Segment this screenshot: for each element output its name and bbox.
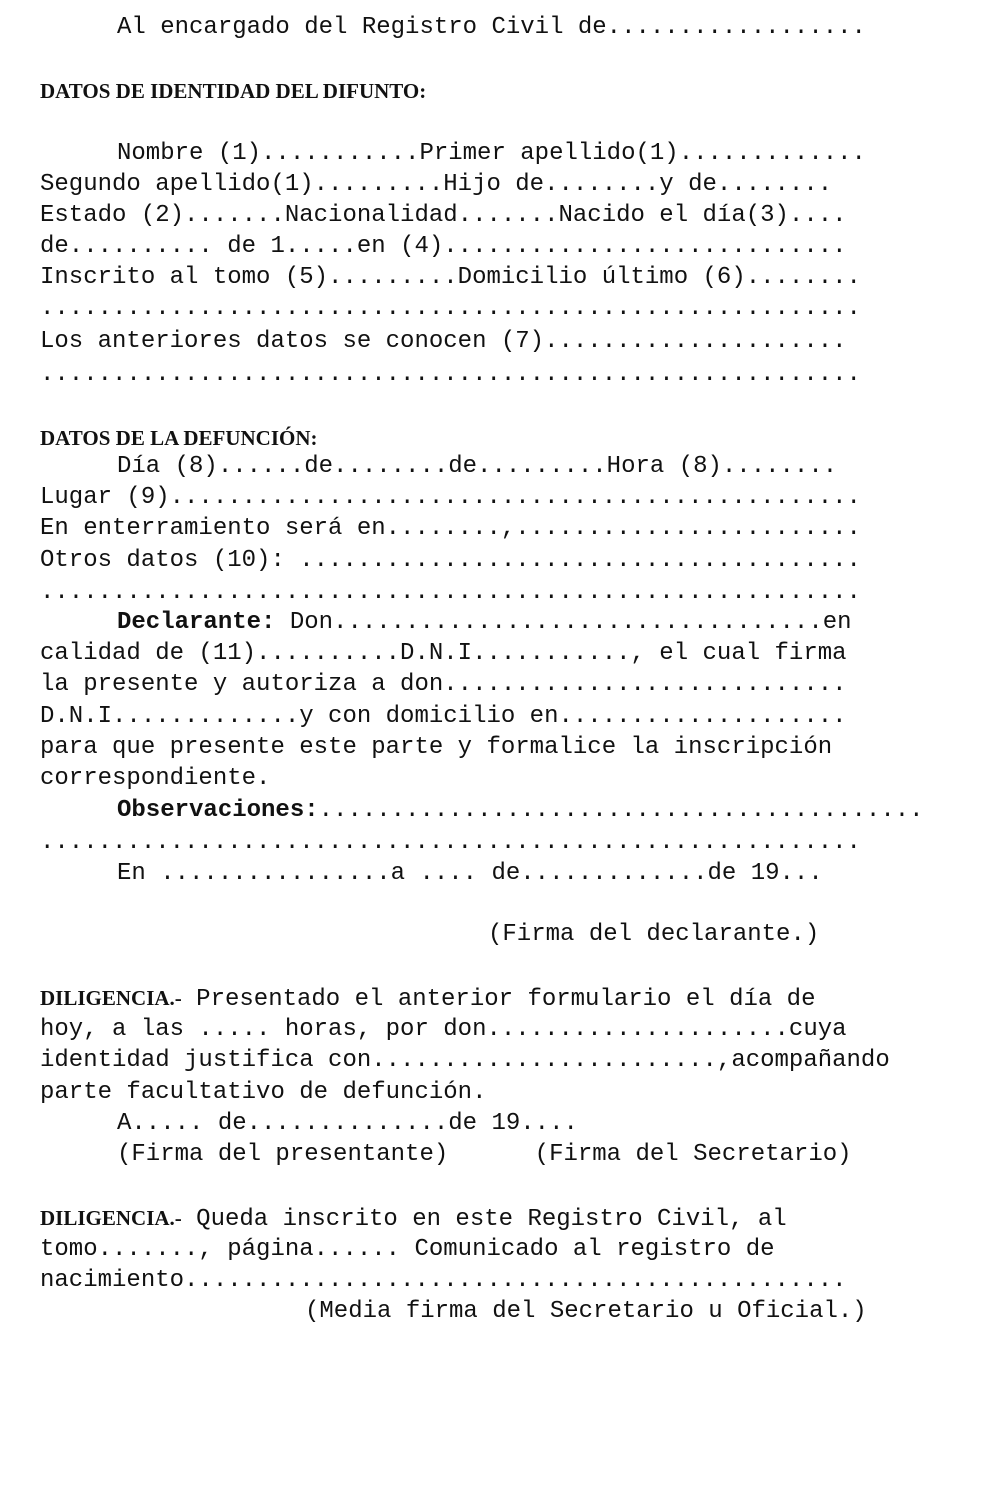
identity-heading: DATOS DE IDENTIDAD DEL DIFUNTO:: [40, 79, 427, 103]
observations-line: .........................................................: [40, 829, 861, 856]
death-line: Otros datos (10): .......................................: [40, 547, 861, 574]
declarant-line: D.N.I.............y con domicilio en....................: [40, 703, 847, 730]
identity-line: Los anteriores datos se conocen (7).....................: [40, 328, 847, 355]
identity-line: Nombre (1)...........Primer apellido(1).............: [117, 140, 866, 167]
observations-line: [117, 795, 940, 826]
observations-label: Observaciones:: [117, 797, 319, 824]
diligence-presentation-line: [40, 983, 940, 1015]
diligence-line: nacimiento..............................................: [40, 1267, 847, 1294]
declarant-line: [117, 607, 940, 638]
place-date-line: En ................a .... de.............de 19...: [117, 860, 823, 887]
secretary-signature-caption: (Media firma del Secretario u Oficial.): [305, 1298, 867, 1325]
diligence-label: DILIGENCIA.-: [40, 1206, 182, 1230]
addressee-line: Al encargado del Registro Civil de..................: [117, 14, 866, 41]
death-heading: DATOS DE LA DEFUNCIÓN:: [40, 426, 318, 450]
death-line: .........................................................: [40, 579, 861, 606]
diligence-date-line: A..... de..............de 19....: [117, 1110, 578, 1137]
diligence-line-rest: Queda inscrito en este Registro Civil, al: [181, 1206, 787, 1233]
identity-line: Estado (2).......Nacionalidad.......Nacido el día(3)....: [40, 202, 847, 229]
diligence-line: hoy, a las ..... horas, por don.....................cuya: [40, 1016, 847, 1043]
death-line: En enterramiento será en........,........................: [40, 515, 861, 542]
diligence-line: identidad justifica con........................,acompañando: [40, 1047, 890, 1074]
declarant-line: calidad de (11)..........D.N.I..........., el cual firma: [40, 640, 847, 667]
observations-dots: ..........................................: [318, 797, 924, 824]
declarant-label: Declarante:: [117, 609, 276, 636]
diligence-line: tomo......., página...... Comunicado al registro de: [40, 1236, 775, 1263]
identity-line: Inscrito al tomo (5).........Domicilio último (6)........: [40, 264, 861, 291]
identity-line: Segundo apellido(1).........Hijo de........y de........: [40, 171, 833, 198]
declarant-line: correspondiente.: [40, 765, 271, 792]
diligence-line: parte facultativo de defunción.: [40, 1079, 487, 1106]
diligence-label: DILIGENCIA.-: [40, 986, 182, 1010]
death-line: Día (8)......de........de.........Hora (8)........: [117, 453, 838, 480]
identity-line: .........................................................: [40, 361, 861, 388]
diligence-signatures-line: (Firma del presentante) (Firma del Secretario): [117, 1141, 852, 1168]
declarant-line: la presente y autoriza a don............................: [40, 671, 847, 698]
identity-line: .........................................................: [40, 295, 861, 322]
diligence-line-rest: Presentado el anterior formulario el día de: [181, 986, 816, 1013]
death-line: Lugar (9)................................................: [40, 484, 861, 511]
declarant-line: para que presente este parte y formalice la inscripción: [40, 734, 833, 761]
identity-line: de.......... de 1.....en (4)............................: [40, 233, 847, 260]
diligence-inscription-line: [40, 1203, 940, 1235]
declarant-line-rest: Don..................................en: [275, 609, 852, 636]
declarant-signature-caption: (Firma del declarante.): [488, 921, 820, 948]
